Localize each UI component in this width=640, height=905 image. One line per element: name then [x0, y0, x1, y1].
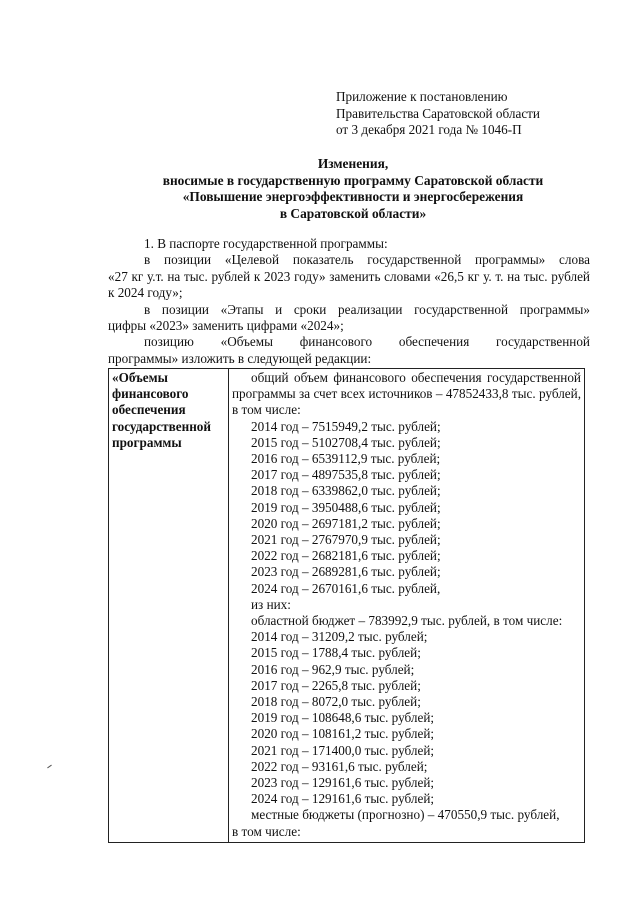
total-year-2024: 2024 год – 2670161,6 тыс. рублей,	[251, 580, 441, 596]
paragraph-2-line-1: в позиции «Целевой показатель государственной программы» слова	[144, 252, 590, 268]
total-year-2016: 2016 год – 6539112,9 тыс. рублей;	[251, 451, 441, 467]
regional-year-2018: 2018 год – 8072,0 тыс. рублей;	[251, 694, 421, 710]
total-year-2018: 2018 год – 6339862,0 тыс. рублей;	[251, 483, 441, 499]
appendix-line-1: Приложение к постановлению	[336, 89, 508, 104]
financing-row	[109, 369, 585, 843]
financing-values-cell	[229, 369, 585, 843]
total-year-2017: 2017 год – 4897535,8 тыс. рублей;	[251, 467, 441, 483]
paragraph-2-rest: «27 кг у.т. на тыс. рублей к 2023 году» заменить словами «26,5 кг у. т. на тыс. рублей к 2024 году»;	[108, 268, 590, 301]
regional-year-2015: 2015 год – 1788,4 тыс. рублей;	[251, 645, 421, 661]
regional-year-2022: 2022 год – 93161,6 тыс. рублей;	[251, 758, 428, 774]
title-line-3: «Повышение энергоэффективности и энергосбережения	[182, 189, 524, 205]
total-year-2019: 2019 год – 3950488,6 тыс. рублей;	[251, 499, 441, 515]
financing-table	[108, 368, 585, 843]
regional-year-2023: 2023 год – 129161,6 тыс. рублей;	[251, 775, 435, 791]
regional-year-2014: 2014 год – 31209,2 тыс. рублей;	[251, 629, 428, 645]
of-them-label: из них:	[251, 596, 291, 612]
total-intro: общий объем финансового обеспечения государственной программы за счет всех источников – 47852433,8 тыс. рублей, в том числе:	[232, 370, 581, 418]
total-year-2020: 2020 год – 2697181,2 тыс. рублей;	[251, 515, 441, 531]
regional-year-2020: 2020 год – 108161,2 тыс. рублей;	[251, 726, 435, 742]
paragraph-1: 1. В паспорте государственной программы:	[144, 236, 388, 251]
title-line-2: вносимые в государственную программу Саратовской области	[162, 172, 544, 188]
regional-year-2019: 2019 год – 108648,6 тыс. рублей;	[251, 710, 435, 726]
regional-year-2017: 2017 год – 2265,8 тыс. рублей;	[251, 677, 421, 693]
local-intro-line-1: местные бюджеты (прогнозно) – 470550,9 тыс. рублей,	[251, 807, 560, 823]
regional-year-2016: 2016 год – 962,9 тыс. рублей;	[251, 661, 415, 677]
local-intro-line-2: в том числе:	[232, 823, 301, 839]
scan-mark	[47, 765, 52, 769]
appendix-line-2: Правительства Саратовской области	[336, 105, 540, 121]
paragraph-4-line-1: позицию «Объемы финансового обеспечения государственной	[144, 334, 590, 350]
document-title	[108, 156, 598, 222]
appendix-header	[336, 89, 540, 139]
paragraph-3-rest: цифры «2023» заменить цифрами «2024»;	[108, 318, 344, 334]
paragraph-4-rest: программы» изложить в следующей редакции:	[108, 350, 372, 366]
total-year-2014: 2014 год – 7515949,2 тыс. рублей;	[251, 418, 441, 434]
regional-intro: областной бюджет – 783992,9 тыс. рублей, в том числе:	[251, 613, 563, 629]
title-line-4: в Саратовской области»	[279, 205, 427, 221]
total-year-2022: 2022 год – 2682181,6 тыс. рублей;	[251, 548, 441, 564]
regional-year-2021: 2021 год – 171400,0 тыс. рублей;	[251, 742, 435, 758]
title-line-1: Изменения,	[317, 156, 389, 171]
document-body	[108, 236, 590, 367]
total-year-2015: 2015 год – 5102708,4 тыс. рублей;	[251, 434, 441, 450]
total-year-2023: 2023 год – 2689281,6 тыс. рублей;	[251, 564, 441, 580]
paragraph-3-line-1: в позиции «Этапы и сроки реализации государственной программы»	[144, 301, 590, 317]
financing-label-cell: «Объемы финансового обеспечения государственной программы	[109, 369, 229, 843]
regional-year-2024: 2024 год – 129161,6 тыс. рублей;	[251, 791, 435, 807]
appendix-line-3: от 3 декабря 2021 года № 1046-П	[336, 122, 522, 138]
total-year-2021: 2021 год – 2767970,9 тыс. рублей;	[251, 532, 441, 548]
